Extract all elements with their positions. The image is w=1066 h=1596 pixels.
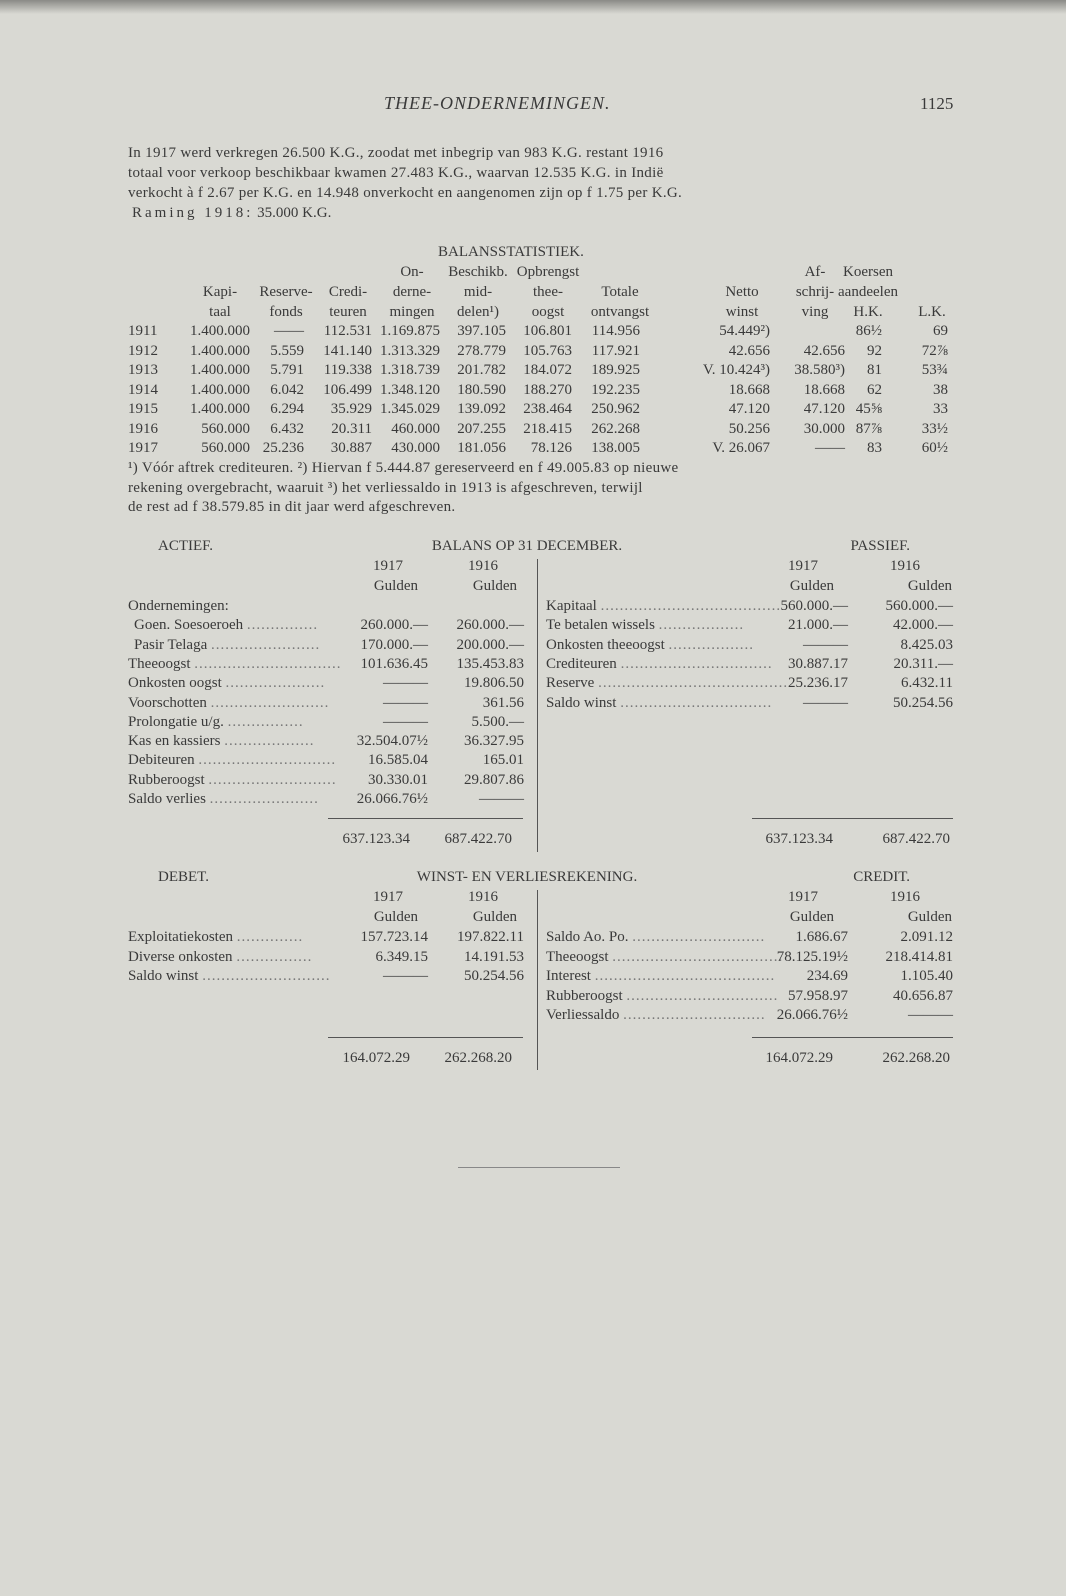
unit-header: Gulden (789, 909, 834, 925)
stats-title: BALANSSTATISTIEK. (438, 244, 584, 260)
table-cell: 35.929 (330, 401, 372, 417)
column-header: teuren (329, 304, 367, 320)
table-cell: 106.499 (323, 381, 372, 398)
table-cell: —— (274, 323, 304, 339)
table-cell: 139.092 (457, 401, 506, 417)
table-cell: 1.400.000 (190, 401, 250, 417)
year-cell: 1911 (128, 323, 158, 339)
leader-dots: ...................................... (600, 598, 782, 614)
column-header: delen¹) (457, 304, 499, 320)
ledger-label: Onkosten theeoogst .................. (546, 636, 754, 653)
table-cell: 188.270 (523, 381, 572, 398)
ledger-label: Rubberoogst ................................ (546, 987, 779, 1004)
year-cell: 1912 (128, 342, 158, 359)
amount-1917: ——— (383, 713, 428, 730)
ledger-label: Verliessaldo .............................. (546, 1007, 766, 1023)
amount-1917: 16.585.04 (368, 752, 428, 769)
amount-1916: 218.414.81 (885, 948, 953, 965)
table-cell: 181.056 (457, 440, 506, 456)
table-cell: 6.432 (270, 420, 304, 437)
table-cell: 184.072 (523, 362, 572, 378)
year-header: 1917 (373, 558, 403, 574)
table-cell: 1.348.120 (380, 381, 440, 398)
amount-1917: 560.000.— (780, 598, 848, 614)
amount-1916: 8.425.03 (900, 636, 953, 653)
amount-1916: 40.656.87 (893, 987, 953, 1004)
left-heading: ACTIEF. (158, 538, 214, 554)
table-cell: 1.400.000 (190, 381, 250, 398)
year-cell: 1913 (128, 362, 158, 378)
column-header: schrij- (795, 284, 835, 300)
table-cell: 180.590 (457, 381, 506, 398)
amount-1917: 1.686.67 (795, 929, 848, 945)
amount-1917: 26.066.76½ (776, 1007, 848, 1023)
year-cell: 1914 (128, 381, 158, 398)
table-cell: 81 (867, 362, 882, 378)
ledger-label: Prolongatie u/g. ................ (128, 713, 304, 730)
running-title: THEE-ONDERNEMINGEN. (384, 93, 611, 113)
year-cell: 1915 (128, 401, 158, 417)
sum-rule (752, 818, 953, 819)
table-cell: 86½ (855, 323, 882, 339)
table-cell: 112.531 (323, 323, 372, 339)
table-cell: 141.140 (323, 342, 372, 359)
table-cell: 78.126 (530, 440, 572, 456)
total-1917: 637.123.34 (342, 831, 410, 847)
ledger-label: Theeoogst ............................... (128, 655, 342, 672)
table-cell: 5.791 (270, 362, 304, 378)
table-cell: 60½ (921, 440, 948, 456)
leader-dots: ...................................... (594, 968, 776, 984)
amount-1916: ——— (908, 1007, 953, 1023)
ledger-label: Reserve ........................................ (546, 675, 789, 692)
end-rule (458, 1167, 620, 1168)
amount-1916: 19.806.50 (464, 675, 524, 692)
leader-dots: ............................. (198, 752, 337, 769)
table-cell: 25.236 (262, 440, 304, 456)
amount-1917: 21.000.— (788, 617, 848, 634)
leader-dots: ....................... (211, 636, 321, 653)
leader-dots: ................... (224, 733, 315, 750)
amount-1916: 50.254.56 (464, 968, 524, 984)
year-header: 1916 (468, 889, 498, 905)
intro-line: verkocht à f 2.67 per K.G. en 14.948 onverkocht en aangenomen zijn op f 1.75 per K.G. (128, 185, 683, 201)
leader-dots: ................................ (626, 987, 779, 1004)
ledger-label: Onkosten oogst ..................... (128, 675, 326, 692)
sum-rule (752, 1037, 953, 1038)
intro-line: totaal voor verkoop beschikbaar kwamen 27.483 K.G., waarvan 12.535 K.G. in Indië (128, 165, 664, 181)
unit-header: Gulden (472, 909, 517, 925)
amount-1917: 30.330.01 (368, 771, 428, 788)
leader-dots: ........................................ (598, 675, 789, 692)
table-cell: 20.311 (331, 420, 372, 437)
table-cell: 69 (933, 323, 948, 339)
table-cell: 460.000 (391, 420, 440, 437)
table-cell: 62 (867, 381, 882, 398)
amount-1917: 6.349.15 (375, 948, 428, 965)
table-cell: 192.235 (591, 381, 640, 398)
amount-1917: 157.723.14 (360, 929, 428, 945)
amount-1916: 1.105.40 (900, 968, 953, 984)
right-heading: CREDIT. (853, 869, 910, 885)
ledger-label: Voorschotten ......................... (128, 694, 330, 711)
amount-1917: 57.958.97 (788, 987, 848, 1004)
column-header: oogst (531, 304, 565, 320)
footnote: ¹) Vóór aftrek crediteuren. ²) Hiervan f 5.444.87 gereserveerd en f 49.005.83 op nieuwe (128, 460, 679, 476)
column-header: derne- (392, 284, 432, 300)
amount-1916: 560.000.— (885, 598, 953, 614)
left-heading: DEBET. (158, 869, 209, 885)
column-header: taal (209, 304, 231, 320)
column-header: Opbrengst (516, 264, 580, 280)
table-cell: 45⅝ (855, 401, 882, 417)
ledger-label: Pasir Telaga ....................... (134, 636, 321, 653)
raming-value: 35.000 K.G. (257, 205, 332, 221)
table-cell: V. 26.067 (712, 440, 770, 456)
table-cell: 1.345.029 (380, 401, 440, 417)
amount-1916: 50.254.56 (893, 694, 953, 711)
ledger-label: Goen. Soesoeroeh ............... (134, 617, 319, 634)
ledger-label: Kapitaal ...................................... (546, 598, 782, 614)
ledger-label: Te betalen wissels .................. (546, 617, 745, 634)
scan-edge (0, 0, 1066, 14)
table-cell: 42.656 (728, 342, 770, 359)
raming-label: Raming 1918: (132, 205, 254, 221)
leader-dots: ................ (236, 948, 313, 965)
leader-dots: ................................ (620, 694, 773, 711)
table-cell: 1.313.329 (380, 342, 440, 359)
leader-dots: ................................ (620, 655, 773, 672)
column-header: H.K. (853, 304, 883, 320)
amount-1916: 165.01 (482, 752, 524, 769)
leader-dots: ......................... (210, 694, 330, 711)
ledger-label: Debiteuren ............................. (128, 752, 337, 769)
year-header: 1916 (890, 558, 920, 574)
table-cell: 1.169.875 (380, 323, 440, 339)
column-header: mid- (463, 284, 493, 300)
table-cell: 50.256 (728, 420, 770, 437)
leader-dots: .................. (668, 636, 754, 653)
table-cell: 5.559 (270, 342, 304, 359)
leader-dots: ............................ (632, 929, 766, 945)
ledger-label: Saldo winst ........................... (128, 968, 331, 984)
table-cell: 201.782 (457, 362, 506, 378)
ledger-label: Rubberoogst ........................... (128, 771, 337, 788)
table-cell: 1.400.000 (190, 342, 250, 359)
table-cell: 33½ (921, 420, 948, 437)
amount-1916: 36.327.95 (464, 733, 524, 750)
leader-dots: ............................... (194, 655, 342, 672)
table-cell: 119.338 (323, 362, 372, 378)
year-header: 1916 (890, 889, 920, 905)
raming (132, 204, 331, 223)
leader-dots: ................ (227, 713, 304, 730)
column-divider (537, 559, 538, 852)
amount-1917: 25.236.17 (788, 675, 848, 692)
total-1916: 262.268.20 (882, 1050, 950, 1066)
leader-dots: ............... (246, 617, 319, 634)
amount-1917: ——— (383, 968, 428, 984)
section-title: BALANS OP 31 DECEMBER. (431, 538, 623, 554)
section-title: WINST- EN VERLIESREKENING. (416, 869, 638, 885)
ledger-label: Interest ...................................... (546, 968, 776, 984)
amount-1916: 42.000.— (893, 617, 953, 634)
leader-dots: ..................... (225, 675, 326, 692)
year-header: 1916 (468, 558, 498, 574)
total-1916: 687.422.70 (444, 831, 512, 847)
amount-1916: 200.000.— (456, 636, 524, 653)
leader-dots: ....................... (209, 791, 319, 807)
leader-dots: .................................... (612, 948, 784, 965)
table-cell: 42.656 (803, 342, 845, 359)
unit-header: Gulden (907, 909, 952, 925)
column-header: winst (725, 304, 759, 320)
amount-1917: ——— (803, 694, 848, 711)
amount-1917: 234.69 (806, 968, 848, 984)
column-header: On- (400, 264, 424, 280)
table-cell: 38 (933, 381, 948, 398)
table-cell: 262.268 (591, 420, 640, 437)
amount-1917: 170.000.— (360, 636, 428, 653)
table-cell: 117.921 (591, 342, 640, 359)
table-cell: 1.400.000 (190, 362, 250, 378)
amount-1916: 29.807.86 (464, 771, 524, 788)
amount-1916: 260.000.— (456, 617, 524, 634)
column-header: Af- (804, 264, 826, 280)
table-cell: 138.005 (591, 440, 640, 456)
amount-1917: ——— (383, 675, 428, 692)
amount-1917: 101.636.45 (360, 655, 428, 672)
table-cell: 54.449²) (719, 323, 770, 339)
amount-1916: 14.191.53 (464, 948, 524, 965)
table-cell: 560.000 (201, 420, 250, 437)
amount-1916: 197.822.11 (457, 929, 524, 945)
leader-dots: .................. (658, 617, 745, 634)
total-1916: 687.422.70 (882, 831, 950, 847)
sum-rule (328, 1037, 523, 1038)
amount-1917: 260.000.— (360, 617, 428, 634)
amount-1917: 78.125.19½ (776, 948, 848, 965)
sum-rule (328, 818, 523, 819)
table-cell: 87⅞ (855, 420, 882, 437)
table-cell: 278.779 (457, 342, 506, 359)
table-cell: 430.000 (391, 440, 440, 456)
ledger-label: Ondernemingen: (128, 598, 229, 614)
table-cell: 250.962 (591, 401, 640, 417)
unit-header: Gulden (373, 909, 418, 925)
column-header: Reserve- (259, 284, 313, 300)
table-cell: 189.925 (591, 362, 640, 378)
page-number: 1125 (920, 94, 954, 113)
leader-dots: .............................. (623, 1007, 766, 1023)
ledger-label: Saldo verlies ....................... (128, 791, 319, 807)
table-cell: 53¾ (921, 362, 948, 378)
ledger-label: Crediteuren ................................ (546, 655, 773, 672)
amount-1916: 135.453.83 (456, 655, 524, 672)
amount-1917: ——— (803, 636, 848, 653)
amount-1916: 5.500.— (471, 713, 524, 730)
table-cell: 47.120 (803, 401, 845, 417)
column-divider (537, 890, 538, 1070)
total-1917: 164.072.29 (765, 1050, 833, 1066)
ledger-label: Kas en kassiers ................... (128, 733, 315, 750)
column-header: Netto (725, 284, 759, 300)
table-cell: 1.400.000 (190, 323, 250, 339)
column-header: Koersen (843, 264, 893, 280)
table-cell: 1.318.739 (380, 362, 440, 378)
unit-header: Gulden (373, 578, 418, 594)
column-header: Kapi- (202, 284, 238, 300)
ledger-label: Theeoogst .................................... (546, 948, 784, 965)
table-cell: 33 (933, 401, 948, 417)
column-header: ving (801, 304, 829, 320)
right-heading: PASSIEF. (850, 538, 910, 554)
amount-1917: ——— (383, 694, 428, 711)
column-header: thee- (533, 284, 563, 300)
amount-1916: 6.432.11 (901, 675, 953, 692)
leader-dots: ........................... (202, 968, 331, 984)
table-cell: 207.255 (457, 420, 506, 437)
table-cell: 6.294 (270, 401, 304, 417)
unit-header: Gulden (472, 578, 517, 594)
table-cell: 72⅞ (921, 342, 948, 359)
year-header: 1917 (788, 558, 818, 574)
table-cell: —— (815, 440, 845, 456)
total-1917: 164.072.29 (342, 1050, 410, 1066)
column-header: Credi- (328, 284, 368, 300)
column-header: mingen (389, 304, 435, 320)
amount-1916: 20.311.— (893, 655, 953, 672)
intro-line: In 1917 werd verkregen 26.500 K.G., zoodat met inbegrip van 983 K.G. restant 1916 (128, 145, 664, 161)
amount-1916: 361.56 (482, 694, 524, 711)
year-cell: 1916 (128, 420, 158, 437)
table-cell: 106.801 (523, 323, 572, 339)
table-cell: 218.415 (523, 420, 572, 437)
table-cell: 397.105 (457, 323, 506, 339)
table-cell: 105.763 (523, 342, 572, 359)
leader-dots: .............. (236, 929, 304, 945)
amount-1917: 30.887.17 (788, 655, 848, 672)
total-1917: 637.123.34 (765, 831, 833, 847)
amount-1917: 32.504.07½ (356, 733, 428, 750)
year-header: 1917 (373, 889, 403, 905)
amount-1916: ——— (479, 791, 524, 807)
table-cell: 83 (867, 440, 882, 456)
footnote: de rest ad f 38.579.85 in dit jaar werd afgeschreven. (128, 499, 456, 515)
table-cell: 30.887 (330, 440, 372, 456)
unit-header: Gulden (789, 578, 834, 594)
total-1916: 262.268.20 (444, 1050, 512, 1066)
table-cell: 238.464 (523, 401, 572, 417)
table-cell: 560.000 (201, 440, 250, 456)
column-header: aandeelen (838, 284, 898, 300)
column-header: L.K. (918, 304, 946, 320)
ledger-label: Diverse onkosten ................ (128, 948, 313, 965)
table-cell: 47.120 (728, 401, 770, 417)
table-cell: V. 10.424³) (702, 362, 770, 378)
column-header: Beschikb. (448, 264, 508, 280)
ledger-label: Saldo Ao. Po. ............................ (546, 929, 766, 945)
leader-dots: ........................... (208, 771, 337, 788)
footnote: rekening overgebracht, waaruit ³) het verliessaldo in 1913 is afgeschreven, terwijl (128, 480, 643, 496)
table-cell: 30.000 (803, 420, 845, 437)
amount-1917: 26.066.76½ (356, 791, 428, 807)
column-header: ontvangst (590, 304, 650, 320)
table-cell: 38.580³) (794, 362, 845, 378)
unit-header: Gulden (907, 578, 952, 594)
table-cell: 6.042 (270, 381, 304, 398)
table-cell: 18.668 (803, 381, 845, 398)
table-cell: 114.956 (591, 323, 640, 339)
column-header: fonds (269, 304, 303, 320)
column-header: Totale (601, 284, 639, 300)
year-cell: 1917 (128, 440, 158, 456)
ledger-label: Exploitatiekosten .............. (128, 929, 304, 945)
ledger-label: Saldo winst ................................ (546, 694, 773, 711)
table-cell: 18.668 (728, 381, 770, 398)
year-header: 1917 (788, 889, 818, 905)
amount-1916: 2.091.12 (900, 929, 953, 945)
table-cell: 92 (867, 342, 882, 359)
